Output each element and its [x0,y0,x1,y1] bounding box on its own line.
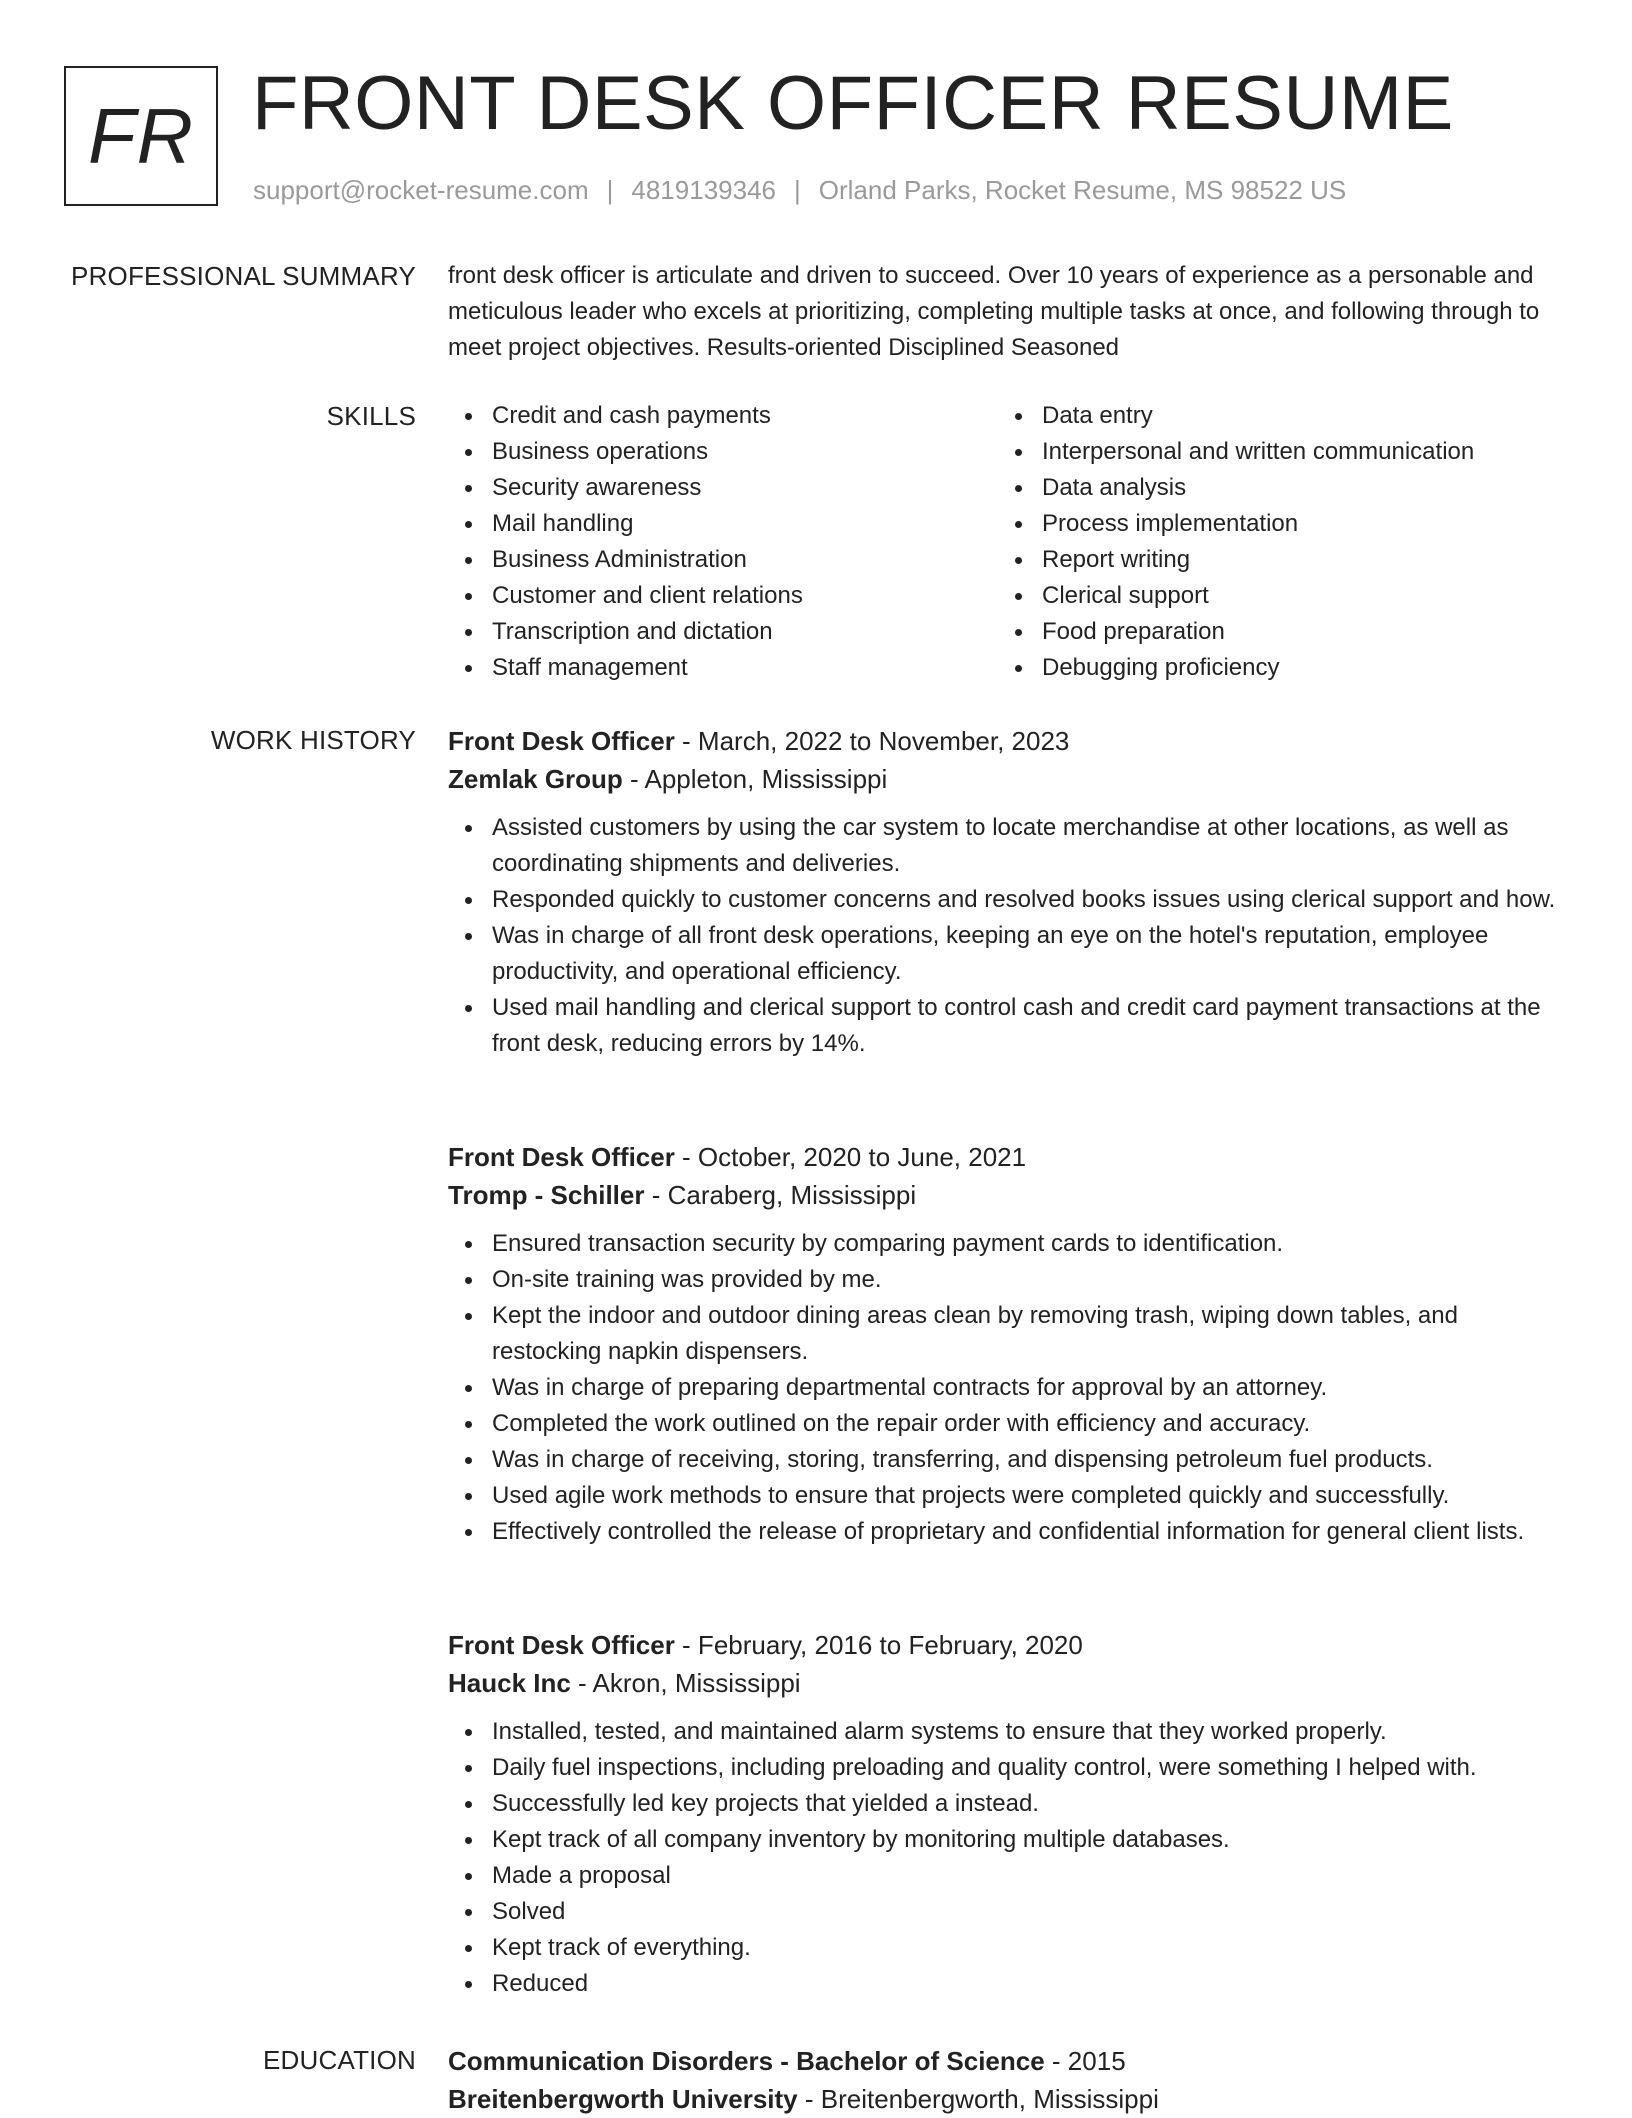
job-dates: - February, 2016 to February, 2020 [674,1630,1083,1660]
job-location: - Akron, Mississippi [570,1668,801,1698]
education-body [448,2042,1556,2118]
job-entry [448,1138,1556,1550]
skill-item: Customer and client relations [448,578,998,614]
job-title-line [448,1138,1556,1176]
job-bullet: Kept track of everything. [448,1930,1556,1966]
job-bullet: Made a proposal [448,1858,1556,1894]
education-school: Breitenbergworth University [448,2084,798,2114]
job-bullet: Kept the indoor and outdoor dining areas clean by removing trash, wiping down tables, and restocking napkin dispensers. [448,1298,1556,1370]
resume-title: FRONT DESK OFFICER RESUME [252,61,1454,146]
job-company-line [448,760,1556,798]
job-bullets [448,1226,1556,1550]
education-degree-line [448,2042,1556,2080]
job-entry [448,1626,1556,2002]
education-degree: Communication Disorders - Bachelor of Science [448,2046,1045,2076]
job-company: Tromp - Schiller [448,1180,645,1210]
skill-item: Security awareness [448,470,998,506]
job-company-line [448,1176,1556,1214]
job-title: Front Desk Officer [448,1142,675,1172]
contact-separator: | [794,175,801,205]
job-dates: - March, 2022 to November, 2023 [674,726,1070,756]
job-bullet: Reduced [448,1966,1556,2002]
job-dates: - October, 2020 to June, 2021 [674,1142,1027,1172]
skill-item: Clerical support [998,578,1548,614]
skill-item: Food preparation [998,614,1548,650]
skill-item: Debugging proficiency [998,650,1548,686]
job-bullets [448,810,1556,1062]
skill-item: Business Administration [448,542,998,578]
skill-item: Credit and cash payments [448,398,998,434]
summary-body [448,258,1556,366]
job-company: Zemlak Group [448,764,623,794]
skill-item: Mail handling [448,506,998,542]
skill-item: Data analysis [998,470,1548,506]
skills-grid [448,398,1556,686]
skill-item: Interpersonal and written communication [998,434,1548,470]
job-bullet: Daily fuel inspections, including preloading and quality control, were something I helped with. [448,1750,1556,1786]
job-company-line [448,1664,1556,1702]
section-label-work: WORK HISTORY [210,725,416,755]
job-bullet: Responded quickly to customer concerns and resolved books issues using clerical support and how. [448,882,1556,918]
skill-item: Transcription and dictation [448,614,998,650]
contact-address: Orland Parks, Rocket Resume, MS 98522 US [818,175,1347,205]
job-bullet: Ensured transaction security by comparing payment cards to identification. [448,1226,1556,1262]
contact-phone[interactable]: 4819139346 [631,175,776,205]
section-label-education: EDUCATION [263,2045,416,2075]
skill-item: Data entry [998,398,1548,434]
section-label-skills: SKILLS [326,401,416,431]
job-bullet: Used agile work methods to ensure that projects were completed quickly and successfully. [448,1478,1556,1514]
skill-item: Process implementation [998,506,1548,542]
monogram-box: FR [64,66,218,206]
job-bullet: Was in charge of preparing departmental contracts for approval by an attorney. [448,1370,1556,1406]
skills-column-right [998,398,1548,686]
job-company: Hauck Inc [448,1668,571,1698]
contact-email[interactable]: support@rocket-resume.com [253,175,589,205]
job-bullet: Was in charge of receiving, storing, transferring, and dispensing petroleum fuel products. [448,1442,1556,1478]
job-bullet: Kept track of all company inventory by monitoring multiple databases. [448,1822,1556,1858]
education-location: - Breitenbergworth, Mississippi [797,2084,1159,2114]
skill-item: Report writing [998,542,1548,578]
job-bullet: Assisted customers by using the car system to locate merchandise at other locations, as well as coordinating shipments and deliveries. [448,810,1556,882]
job-title: Front Desk Officer [448,1630,675,1660]
job-bullets [448,1714,1556,2002]
skills-column-left [448,398,998,686]
job-title: Front Desk Officer [448,726,675,756]
contact-separator: | [606,175,614,205]
job-bullet: Successfully led key projects that yielded a instead. [448,1786,1556,1822]
job-bullet: On-site training was provided by me. [448,1262,1556,1298]
job-entry [448,722,1556,1062]
job-bullet: Used mail handling and clerical support to control cash and credit card payment transactions at the front desk, reducing errors by 14%. [448,990,1556,1062]
education-year: - 2015 [1044,2046,1126,2076]
job-bullet: Installed, tested, and maintained alarm systems to ensure that they worked properly. [448,1714,1556,1750]
skill-item: Staff management [448,650,998,686]
job-title-line [448,722,1556,760]
job-location: - Appleton, Mississippi [622,764,888,794]
job-bullet: Solved [448,1894,1556,1930]
job-bullet: Was in charge of all front desk operations, keeping an eye on the hotel's reputation, employee productivity, and operational efficiency. [448,918,1556,990]
education-school-line [448,2080,1556,2118]
job-location: - Caraberg, Mississippi [644,1180,917,1210]
job-bullet: Effectively controlled the release of proprietary and confidential information for general client lists. [448,1514,1556,1550]
contact-line [253,172,1346,208]
job-bullet: Completed the work outlined on the repair order with efficiency and accuracy. [448,1406,1556,1442]
job-title-line [448,1626,1556,1664]
skill-item: Business operations [448,434,998,470]
summary-text: front desk officer is articulate and driven to succeed. Over 10 years of experience as a personable and meticulous leader who excels at prioritizing, completing multiple tasks at once, and following through to meet project objectives. Results-oriented Disciplined Seasoned [448,262,1540,361]
section-label-summary: PROFESSIONAL SUMMARY [71,261,416,291]
